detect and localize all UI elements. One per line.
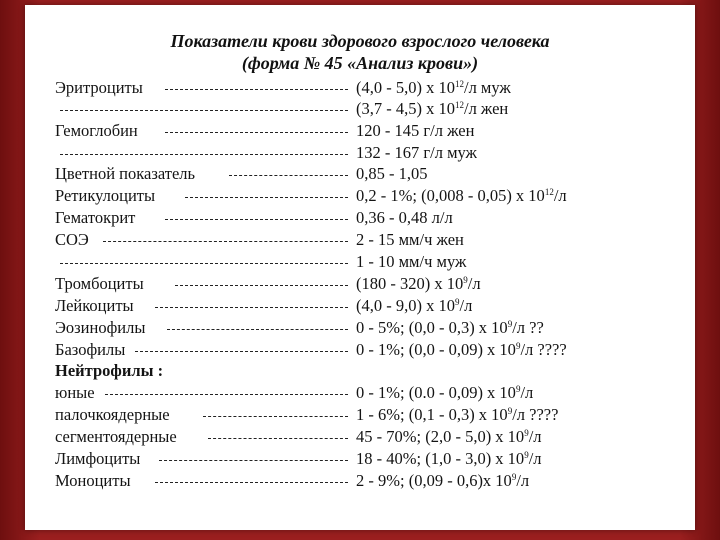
- table-row: [25, 405, 695, 427]
- unit-text: /л: [467, 274, 481, 293]
- reference-value: [356, 252, 466, 272]
- value-text: 1 - 10 мм/ч муж: [356, 252, 467, 271]
- value-text: 1 - 6%; (0,1 - 0,3) х 10: [356, 405, 508, 424]
- exponent: 9: [507, 319, 513, 329]
- unit-text: /л ????: [520, 340, 567, 359]
- value-text: 2 - 15 мм/ч жен: [356, 230, 464, 249]
- document-sheet: [25, 5, 695, 530]
- exponent: 9: [463, 275, 468, 285]
- parameter-label: Цветной показатель: [55, 164, 196, 183]
- reference-value: [356, 121, 474, 141]
- table-row: [25, 252, 695, 274]
- table-row: [25, 340, 695, 362]
- unit-text: /л жен: [463, 99, 509, 118]
- unit-text: /л: [528, 427, 542, 446]
- unit-text: /л: [520, 383, 534, 402]
- table-row: [25, 121, 695, 143]
- table-row: [25, 296, 695, 318]
- value-text: 0 - 1%; (0,0 - 0,09) х 10: [356, 340, 516, 359]
- reference-value: [356, 471, 529, 491]
- table-row: [25, 427, 695, 449]
- parameter-label: Нейтрофилы :: [55, 361, 164, 380]
- parameter-label: палочкоядерные: [55, 405, 170, 424]
- unit-text: /л: [516, 471, 530, 490]
- value-text: 120 - 145 г/л жен: [356, 121, 475, 140]
- document-title: Показатели крови здорового взрослого человека: [170, 31, 550, 51]
- dashed-leader: [103, 241, 348, 242]
- table-row: [25, 318, 695, 340]
- dashed-leader: [165, 219, 348, 220]
- exponent: 9: [515, 341, 521, 351]
- reference-value: [356, 78, 511, 98]
- table-row: [25, 361, 695, 383]
- dashed-leader: [229, 175, 348, 176]
- value-text: 0 - 1%; (0.0 - 0,09) х 10: [356, 383, 516, 402]
- dashed-leader: [165, 132, 348, 133]
- value-text: (4,0 - 9,0) х 10: [356, 296, 455, 315]
- table-row: [25, 143, 695, 165]
- parameter-label: сегментоядерные: [55, 427, 177, 446]
- table-row: [25, 471, 695, 493]
- dashed-leader: [60, 110, 348, 111]
- table-row: [25, 164, 695, 186]
- exponent: 12: [454, 100, 464, 110]
- table-row: [25, 186, 695, 208]
- dashed-leader: [165, 89, 348, 90]
- value-text: 132 - 167 г/л муж: [356, 143, 477, 162]
- reference-value: [356, 208, 453, 228]
- exponent: 9: [454, 297, 460, 307]
- dashed-leader: [135, 351, 348, 352]
- table-row: [25, 208, 695, 230]
- parameter-label: Гематокрит: [55, 208, 136, 227]
- parameter-label: Эритроциты: [55, 78, 143, 97]
- dashed-leader: [203, 416, 348, 417]
- exponent: 12: [544, 187, 554, 197]
- exponent: 9: [507, 406, 513, 416]
- value-text: 0,36 - 0,48 л/л: [356, 208, 453, 227]
- unit-text: /л: [528, 449, 542, 468]
- dashed-leader: [60, 154, 348, 155]
- reference-value: [356, 230, 464, 250]
- table-row: [25, 230, 695, 252]
- reference-value: [356, 296, 472, 316]
- unit-text: /л ????: [512, 405, 559, 424]
- reference-value: [356, 340, 567, 360]
- parameter-label: Тромбоциты: [55, 274, 144, 293]
- exponent: 9: [524, 450, 529, 460]
- value-text: (4,0 - 5,0) х 10: [356, 78, 455, 97]
- parameter-label: Лимфоциты: [55, 449, 141, 468]
- exponent: 9: [515, 384, 521, 394]
- dashed-leader: [155, 307, 348, 308]
- value-text: 18 - 40%; (1,0 - 3,0) х 10: [356, 449, 525, 468]
- table-row: [25, 274, 695, 296]
- reference-value: [356, 449, 542, 469]
- value-text: 0,85 - 1,05: [356, 164, 428, 183]
- table-row: [25, 449, 695, 471]
- value-text: 45 - 70%; (2,0 - 5,0) х 10: [356, 427, 525, 446]
- parameter-label: Гемоглобин: [55, 121, 138, 140]
- dashed-leader: [60, 263, 348, 264]
- unit-text: /л муж: [463, 78, 511, 97]
- dashed-leader: [175, 285, 348, 286]
- dashed-leader: [105, 394, 348, 395]
- dashed-leader: [167, 329, 348, 330]
- reference-value: [356, 405, 558, 425]
- unit-text: /л: [553, 186, 567, 205]
- parameter-label: Ретикулоциты: [55, 186, 156, 205]
- dashed-leader: [159, 460, 348, 461]
- parameter-label: Лейкоциты: [55, 296, 134, 315]
- reference-value: [356, 164, 428, 184]
- value-text: 2 - 9%; (0,09 - 0,6)х 10: [356, 471, 512, 490]
- table-row: [25, 99, 695, 121]
- exponent: 9: [511, 472, 517, 482]
- document-subtitle: (форма № 45 «Анализ крови»): [241, 53, 479, 73]
- exponent: 9: [524, 428, 529, 438]
- exponent: 12: [454, 79, 464, 89]
- parameter-label: Эозинофилы: [55, 318, 146, 337]
- parameter-label: Моноциты: [55, 471, 131, 490]
- value-text: 0 - 5%; (0,0 - 0,3) х 10: [356, 318, 508, 337]
- table-row: [25, 78, 695, 100]
- reference-value: [356, 318, 544, 338]
- reference-value: [356, 99, 508, 119]
- dashed-leader: [155, 482, 348, 483]
- parameter-label: СОЭ: [55, 230, 89, 249]
- reference-value: [356, 274, 481, 294]
- reference-value: [356, 427, 542, 447]
- parameter-label: Базофилы: [55, 340, 126, 359]
- unit-text: /л: [459, 296, 473, 315]
- value-text: (3,7 - 4,5) х 10: [356, 99, 455, 118]
- value-text: 0,2 - 1%; (0,008 - 0,05) х 10: [356, 186, 545, 205]
- unit-text: /л ??: [512, 318, 544, 337]
- dashed-leader: [185, 197, 348, 198]
- reference-value: [356, 383, 533, 403]
- reference-value: [356, 143, 477, 163]
- value-text: (180 - 320) х 10: [356, 274, 464, 293]
- parameter-label: юные: [55, 383, 95, 402]
- dashed-leader: [208, 438, 348, 439]
- reference-value: [356, 186, 567, 206]
- table-row: [25, 383, 695, 405]
